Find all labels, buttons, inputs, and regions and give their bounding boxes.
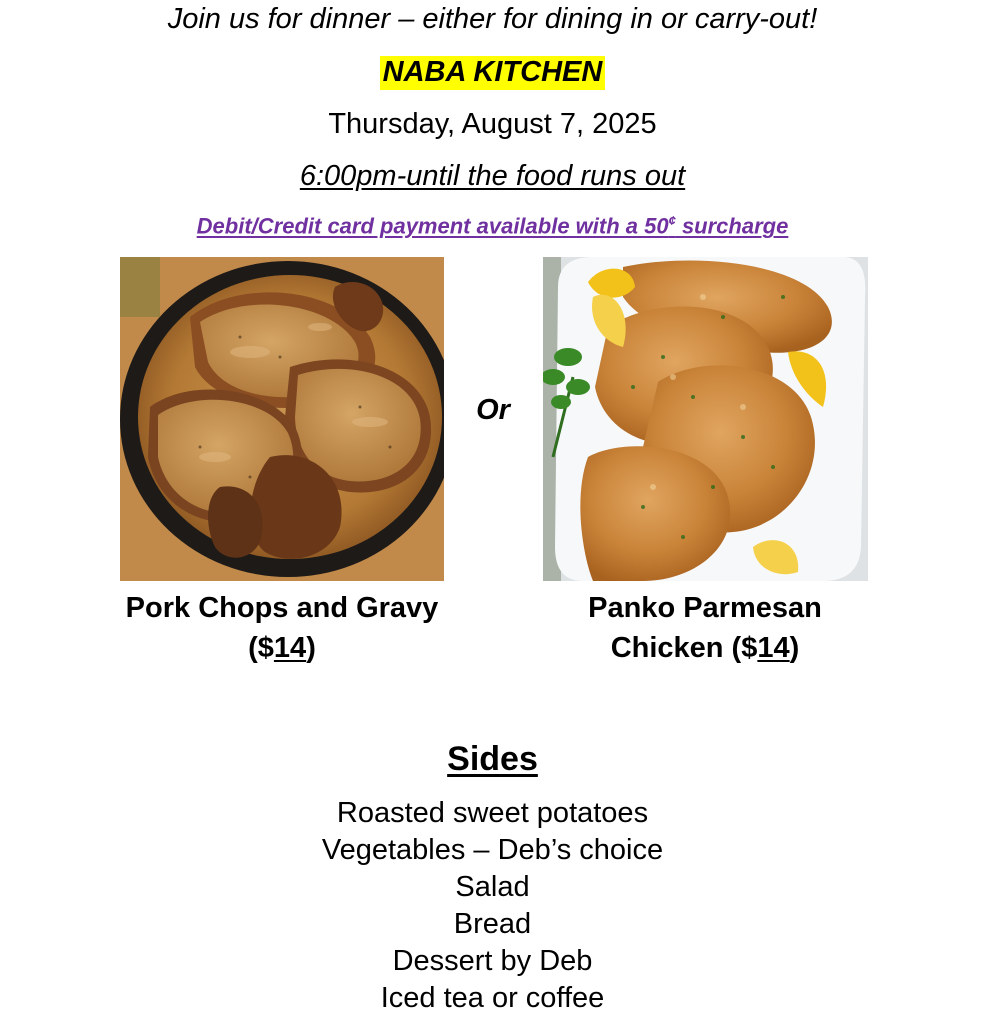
panko-chicken-photo (543, 257, 868, 581)
intro-text: Join us for dinner – either for dining in or carry-out! (167, 3, 818, 35)
side-item: Salad (455, 871, 530, 903)
dish-price-line (82, 628, 482, 668)
cent-sign: ¢ (668, 213, 676, 228)
side-item: Dessert by Deb (392, 945, 593, 977)
pork-chops-photo (120, 257, 444, 581)
title-wrap (0, 56, 985, 90)
payment-note-text: Debit/Credit card payment available with a 50 (196, 213, 669, 239)
event-title: NABA KITCHEN (380, 56, 606, 90)
dish-name: Panko Parmesan (588, 592, 822, 624)
payment-note (0, 214, 985, 237)
side-item: Bread (453, 908, 532, 940)
side-item: Iced tea or coffee (380, 982, 605, 1014)
event-time: 6:00pm-until the food runs out (299, 160, 686, 192)
dish-price-suffix: ) (789, 632, 800, 664)
dish-price-line (505, 628, 905, 668)
dish-panko-chicken (505, 588, 905, 668)
sides-heading: Sides (447, 740, 538, 778)
event-date: Thursday, August 7, 2025 (328, 108, 657, 140)
panko-chicken-illustration (543, 257, 868, 581)
dish-name: Pork Chops and Gravy (125, 592, 439, 624)
dish-price-prefix: Chicken ($ (610, 632, 758, 664)
dish-price: 14 (757, 632, 790, 664)
pork-chops-illustration (120, 257, 444, 581)
dish-price: 14 (273, 632, 307, 664)
side-item: Vegetables – Deb’s choice (321, 834, 664, 866)
sides-list (0, 795, 985, 1017)
payment-note-suffix: surcharge (675, 213, 789, 239)
or-separator: Or (476, 394, 510, 426)
dish-pork-chops (82, 588, 482, 668)
side-item: Roasted sweet potatoes (336, 797, 649, 829)
dish-price-suffix: ) (306, 632, 316, 664)
dish-price-prefix: ($ (248, 632, 274, 664)
